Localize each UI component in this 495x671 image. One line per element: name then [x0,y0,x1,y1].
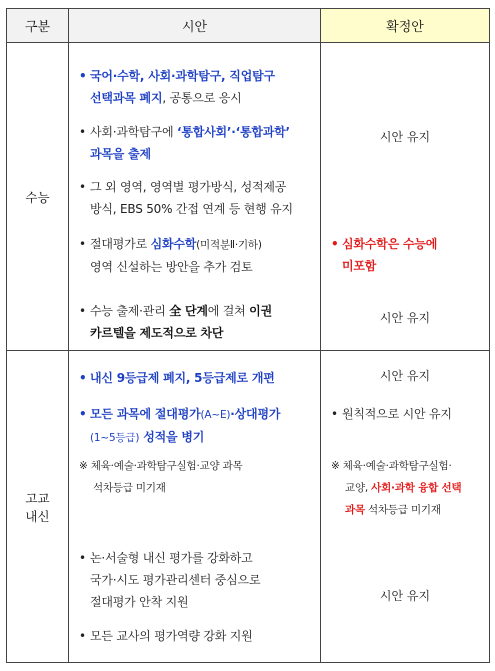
category-suneung: 수능 [7,43,69,351]
section-row-naesin [7,351,490,663]
header-row [7,9,490,43]
bullet-icon: • [79,304,86,318]
draft-item: • 모든 과목에 절대평가(A~E)·상대평가 (1~5등급) 성적을 병기 [79,403,314,449]
bullet-icon: • [331,407,338,421]
final-cell-suneung [321,43,490,351]
bullet-icon: • [79,551,86,565]
header-category: 구분 [7,9,69,43]
category-naesin: 고교 내신 [7,351,69,663]
final-cell-naesin [321,351,490,663]
final-item: 시안 유지 [379,589,431,603]
final-item: 시안 유지 [379,369,431,383]
draft-item: • 국어·수학, 사회·과학탐구, 직업탐구 선택과목 폐지, 공통으로 응시 [79,65,314,109]
final-item: • 원칙적으로 시안 유지 [331,403,483,425]
header-draft: 시안 [69,9,321,43]
bullet-icon: • [79,125,86,139]
draft-item: • 모든 교사의 평가역량 강화 지원 [79,625,314,647]
policy-comparison-table [6,8,490,663]
draft-item: • 사회·과학탐구에 ‘통합사회’·‘통합과학’ 과목을 출제 [79,121,314,165]
draft-item: • 내신 9등급제 폐지, 5등급제로 개편 [79,367,314,389]
draft-item: • 절대평가로 심화수학(미적분Ⅱ·기하) 영역 신설하는 방안을 추가 검토 [79,233,314,278]
bullet-icon: • [79,180,86,194]
draft-item: • 수능 출제·관리 全 단계에 걸쳐 이권 카르텔을 제도적으로 차단 [79,300,314,344]
draft-cell-suneung [69,43,321,351]
final-item: 시안 유지 [379,130,431,144]
header-final: 확정안 [321,9,490,43]
final-item: • 심화수학은 수능에 미포함 [331,233,483,277]
bullet-icon: • [79,237,86,251]
draft-item: • 그 외 영역, 영역별 평가방식, 성적제공 방식, EBS 50% 간접 연계 등 현행 유지 [79,176,314,220]
draft-note: ※ 체육·예술·과학탐구실험·교양 과목 석차등급 미기재 [79,460,243,494]
bullet-icon: • [79,69,87,83]
draft-cell-naesin [69,351,321,663]
final-item: 시안 유지 [379,311,431,325]
bullet-icon: • [79,629,86,643]
draft-item: • 논·서술형 내신 평가를 강화하고 국가·시도 평가관리센터 중심으로 절대평가 안착 지원 [79,547,314,613]
bullet-icon: • [79,407,87,421]
final-note: ※ 체육·예술·과학탐구실험· 교양, 사회·과학 융합 선택 과목 석차등급 미기재 [331,460,462,516]
bullet-icon: • [79,371,87,385]
section-row-suneung [7,43,490,351]
bullet-icon: • [331,237,339,251]
